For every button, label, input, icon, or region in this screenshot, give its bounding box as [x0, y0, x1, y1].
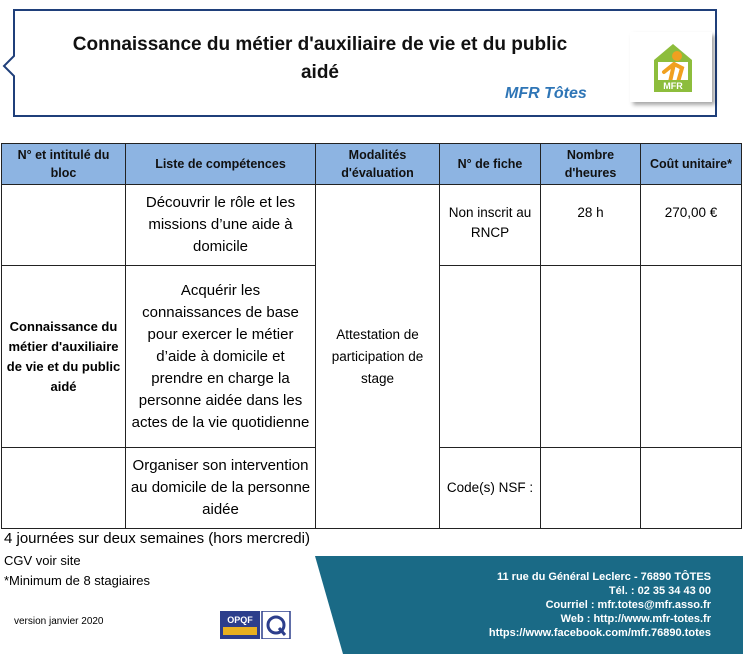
bloc-cell: Connaissance du métier d'auxiliaire de vie et du public aidé	[2, 266, 126, 448]
contact-block	[489, 570, 711, 640]
header-fiche: N° de fiche	[440, 144, 541, 185]
cout-cell: 270,00 €	[641, 185, 742, 266]
org-name: MFR Tôtes	[505, 85, 587, 102]
modalites-cell: Attestation de participation de stage	[316, 185, 440, 529]
opqf-logo-text: OPQF	[227, 615, 253, 625]
empty-cell	[2, 448, 126, 529]
bloc-empty-cell	[2, 185, 126, 266]
page-title	[40, 31, 600, 87]
minimum-note: *Minimum de 8 stagiaires	[4, 573, 150, 588]
heures-cell: 28 h	[541, 185, 641, 266]
header-competences: Liste de compétences	[126, 144, 316, 185]
schedule-note: 4 journées sur deux semaines (hors mercredi)	[4, 530, 310, 547]
header-heures: Nombre d'heures	[541, 144, 641, 185]
empty-cell	[641, 266, 742, 448]
nsf-cell: Code(s) NSF :	[440, 448, 541, 529]
table-row	[2, 185, 742, 266]
competence-cell: Organiser son intervention au domicile de la personne aidée	[126, 448, 316, 529]
address-line: 11 rue du Général Leclerc - 76890 TÔTES	[497, 571, 711, 583]
email-line: Courriel : mfr.totes@mfr.asso.fr	[545, 599, 711, 611]
cgv-note: CGV voir site	[4, 553, 81, 568]
version-label: version janvier 2020	[14, 616, 104, 627]
website-line: Web : http://www.mfr-totes.fr	[560, 613, 711, 625]
title-line-2: aidé	[300, 62, 340, 83]
empty-cell	[641, 448, 742, 529]
header-cout: Coût unitaire*	[641, 144, 742, 185]
phone-line: Tél. : 02 35 34 43 00	[608, 585, 711, 597]
title-line-1: Connaissance du métier d'auxiliaire de vie et du public	[72, 34, 568, 55]
competence-cell: Acquérir les connaissances de base pour exercer le métier d’aide à domicile et prendre en charge la personne aidée dans les actes de la vie quotidienne	[126, 266, 316, 448]
table-header-row	[2, 144, 742, 185]
header-bloc: N° et intitulé du bloc	[2, 144, 126, 185]
competence-cell: Découvrir le rôle et les missions d’une aide à domicile	[126, 185, 316, 266]
empty-cell	[541, 266, 641, 448]
logo-text: MFR	[654, 80, 692, 92]
fiche-cell: Non inscrit au RNCP	[440, 185, 541, 266]
header-modalites: Modalités d'évaluation	[316, 144, 440, 185]
opqf-logo	[220, 611, 292, 639]
mfr-logo	[630, 32, 712, 102]
facebook-line: https://www.facebook.com/mfr.76890.totes	[488, 627, 711, 639]
skills-table	[1, 143, 742, 529]
empty-cell	[440, 266, 541, 448]
empty-cell	[541, 448, 641, 529]
